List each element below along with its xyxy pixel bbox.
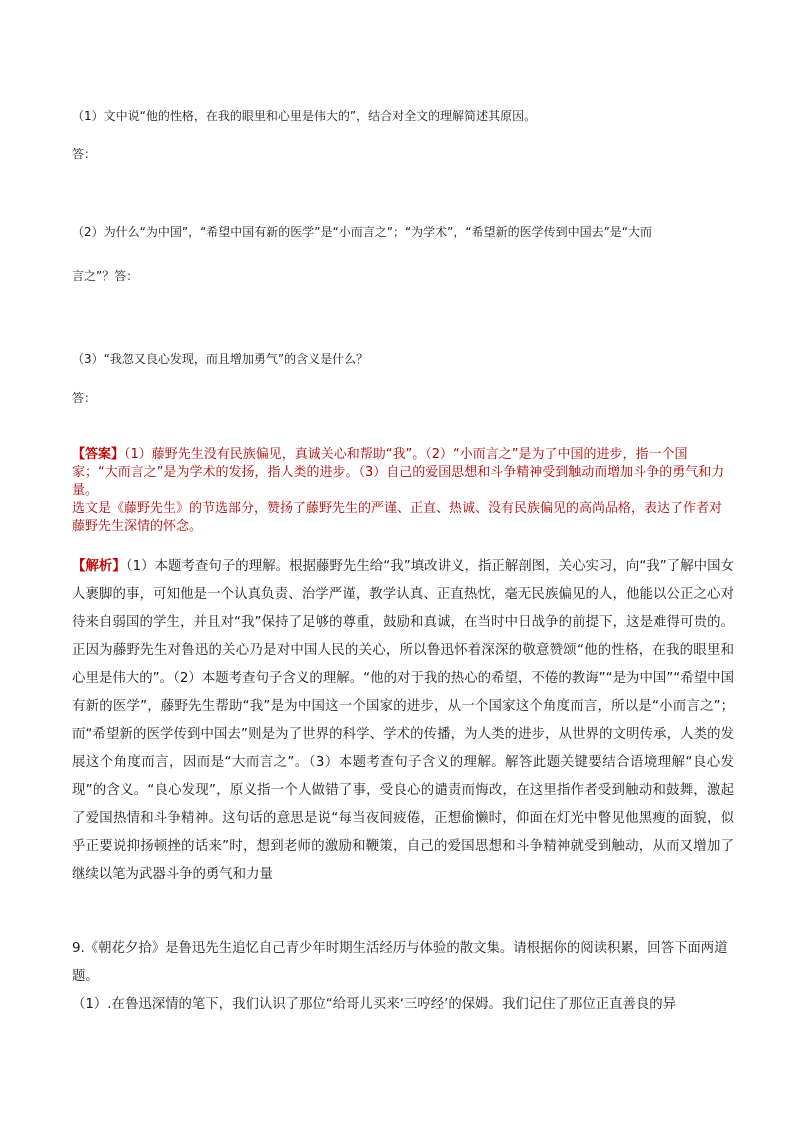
analysis-block: [72, 553, 734, 889]
question-1: （1）文中说“他的性格，在我的眼里和心里是伟大的”，结合对全文的理解简述其原因。: [72, 109, 537, 123]
question-1-answer-label: 答：: [72, 147, 97, 161]
question-3: （3）“我忽又良心发现，而且增加勇气”的含义是什么？: [72, 352, 369, 366]
analysis-tag: 【解析】: [72, 559, 126, 574]
question-9-sub-1: （1）.在鲁迅深情的笔下，我们认识了那位“给哥儿买来‘三哼经’的保姆。我们记住了那位正直善良的异: [72, 997, 677, 1012]
question-3-answer-label: 答：: [72, 391, 97, 405]
question-9-intro: 9.《朝花夕拾》是鲁迅先生追忆自己青少年时期生活经历与体验的散文集。请根据你的阅读积累，回答下面两道题。: [72, 941, 728, 984]
analysis-text: （1）本题考查句子的理解。根据藤野先生给“我”填改讲义，指正解剖图，关心实习，向“我”了解中国女人裹脚的事，可知他是一个认真负责、治学严谨，教学认真、正直热忱，毫无民族偏见的人，他能以公正之心对待来自弱国的学生，并且对“我”保持了足够的尊重，鼓励和真诚，在当时中日战争的前提下，这是难得可贵的。正因为藤野先生对鲁迅的关心乃是对中国人民的关心，所以鲁迅怀着深深的敬意赞颂“他的性格，在我的眼里和心里是伟大的”。（2）本题考查句子含义的理解。“他的对于我的热心的希望，不倦的教诲”“是为中国”“希望中国有新的医学”，藤野先生帮助“我”是为中国这一个国家的进步，从一个国家这个角度而言，所以是“小而言之”；而“希望新的医学传到中国去”则是为了世界的科学、学术的传播，为人类的进步，从世界的文明传承，人类的发展这个角度而言，因而是“大而言之”。（3）本题考查句子含义的理解。解答此题关键要结合语境理解“良心发现”的含义。“良心发现”，原义指一个人做错了事，受良心的谴责而悔改，在这里指作者受到触动和鼓舞，激起了爱国热情和斗争精神。这句话的意思是说“每当夜间疲倦，正想偷懒时，仰面在灯光中瞥见他黑瘦的面貌，似乎正要说抑扬顿挫的话来”时，想到老师的激励和鞭策，自己的爱国思想和斗争精神就受到触动，从而又增加了继续以笔为武器斗争的勇气和力量: [72, 559, 734, 882]
answer-text: （1）藤野先生没有民族偏见，真诚关心和帮助“我”。（2）“小而言之”是为了中国的进步，指一个国家；“大而言之”是为学术的发扬，指人类的进步。（3）自己的爱国思想和斗争精神受到触动而增加斗争的勇气和力量。: [72, 447, 725, 498]
answer-block: [72, 446, 732, 536]
question-2: （2）为什么“为中国”，“希望中国有新的医学”是“小而言之”；“为学术”，“希望新的医学传到中国去”是“大而: [72, 225, 653, 239]
question-2-cont: 言之”？答：: [72, 269, 139, 283]
answer-tag: 【答案】: [72, 447, 125, 462]
question-9: [72, 935, 732, 1019]
answer-note: 选文是《藤野先生》的节选部分，赞扬了藤野先生的严谨、正直、热诚、没有民族偏见的高尚品格，表达了作者对藤野先生深情的怀念。: [72, 501, 723, 534]
